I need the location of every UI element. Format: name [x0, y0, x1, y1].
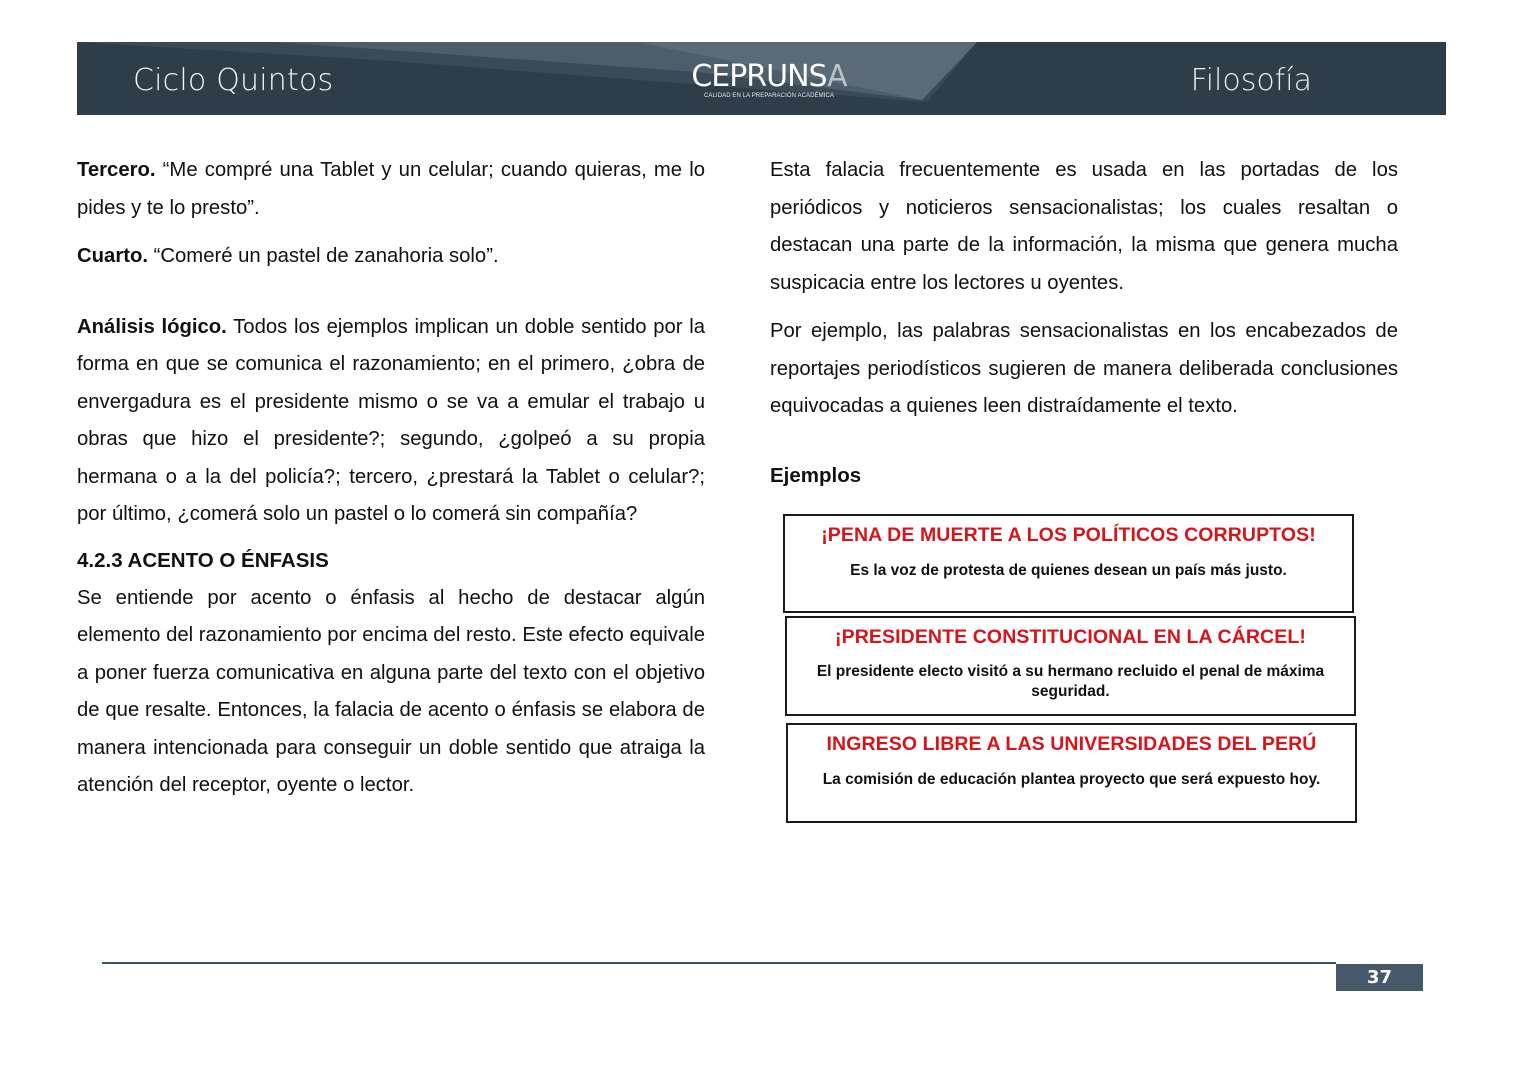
- headline-subtext: La comisión de educación plantea proyecto que será expuesto hoy.: [822, 771, 1321, 788]
- ceprunsa-logo: [687, 59, 851, 99]
- example-intro-paragraph: Por ejemplo, las palabras sensacionalistas en los encabezados de reportajes periodísticos sugieren de manera deliberada conclusiones equivocadas a quienes leen distraídamente el texto.: [770, 320, 1398, 417]
- headline-text: ¡PRESIDENTE CONSTITUCIONAL EN LA CÁRCEL!: [835, 626, 1306, 648]
- example-headline-box: [786, 723, 1357, 823]
- example-headline-box: [785, 616, 1356, 716]
- left-column: [77, 152, 705, 805]
- footer-divider: [102, 962, 1336, 964]
- examples-heading: Ejemplos: [770, 463, 862, 487]
- logo-tagline: CALIDAD EN LA PREPARACIÓN ACADÉMICA: [703, 93, 835, 99]
- example-tercero: Tercero. “Me compré una Tablet y un celular; cuando quieras, me lo pides y te lo presto”.: [77, 159, 705, 219]
- subject-title: Filosofía: [1190, 63, 1312, 98]
- cycle-title: Ciclo Quintos: [133, 63, 334, 98]
- section-heading: 4.2.3 ACENTO O ÉNFASIS: [77, 548, 329, 572]
- fallacy-usage-paragraph: Esta falacia frecuentemente es usada en las portadas de los periódicos y noticieros sensacionalistas; los cuales resaltan o destacan una parte de la información, la misma que genera mucha suspicacia entre los lectores u oyentes.: [770, 159, 1398, 294]
- example-cuarto: Cuarto. “Comeré un pastel de zanahoria solo”.: [77, 245, 499, 267]
- headline-subtext: Es la voz de protesta de quienes desean un país más justo.: [850, 562, 1287, 579]
- logo-wordmark: CEPRUNSA: [691, 59, 847, 94]
- headline-subtext: El presidente electo visitó a su hermano recluido el penal de máxima seguridad.: [816, 663, 1325, 700]
- page-header-banner: [77, 42, 1446, 115]
- section-paragraph: Se entiende por acento o énfasis al hecho de destacar algún elemento del razonamiento por encima del resto. Este efecto equivale a poner fuerza comunicativa en alguna parte del texto con el objetivo de que resalte. Entonces, la falacia de acento o énfasis se elabora de manera intencionada para conseguir un doble sentido que atraiga la atención del receptor, oyente o lector.: [77, 586, 705, 796]
- headline-text: ¡PENA DE MUERTE A LOS POLÍTICOS CORRUPTOS!: [821, 524, 1316, 546]
- page-number-badge: 37: [1336, 964, 1423, 991]
- headline-text: INGRESO LIBRE A LAS UNIVERSIDADES DEL PERÚ: [826, 733, 1317, 755]
- logical-analysis-paragraph: Análisis lógico. Todos los ejemplos implican un doble sentido por la forma en que se comunica el razonamiento; en el primero, ¿obra de envergadura es el presidente mismo o se va a emular el trabajo u obras que hizo el presidente?; segundo, ¿golpeó a su propia hermana o a la del policía?; tercero, ¿prestará la Tablet o celular?; por último, ¿comerá solo un pastel o lo comerá sin compañía?: [77, 315, 705, 525]
- example-headline-box: [783, 514, 1354, 613]
- right-column: [770, 152, 1398, 492]
